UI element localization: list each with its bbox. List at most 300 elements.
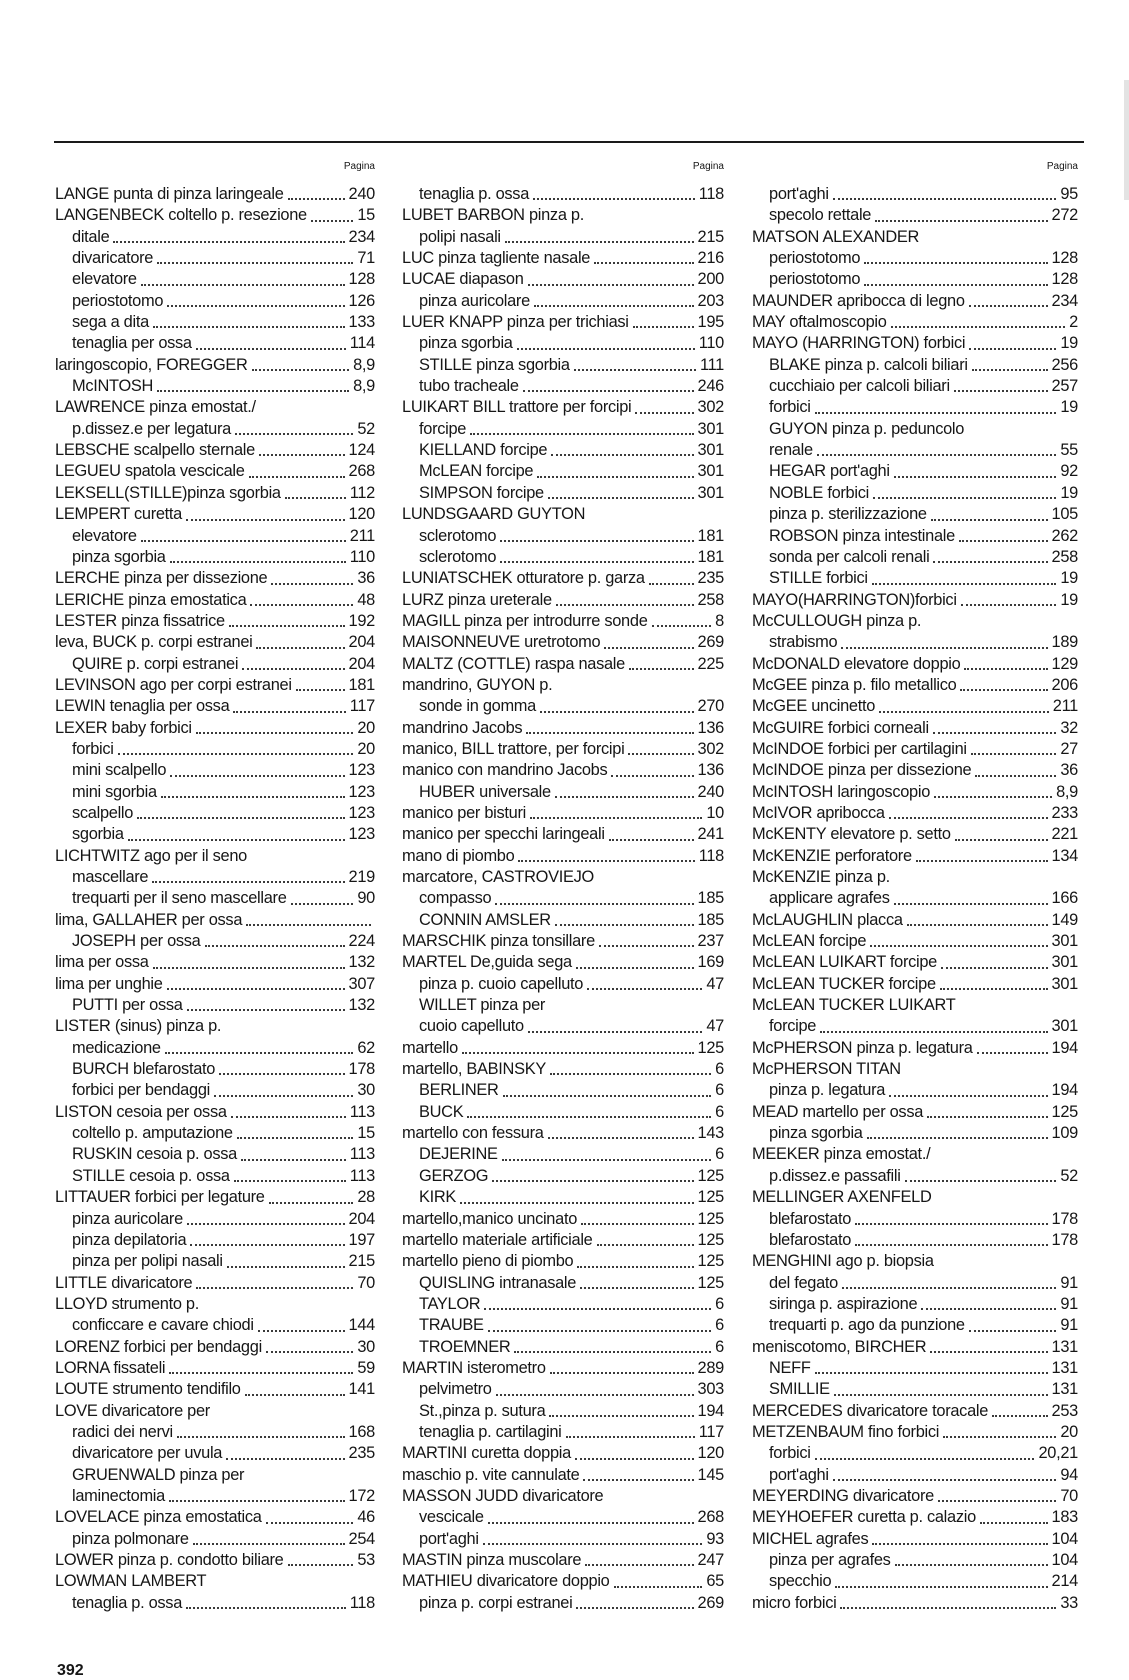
- index-entry: [55, 483, 375, 504]
- entry-term: McGUIRE forbici corneali: [752, 718, 929, 737]
- dot-leader: [580, 1273, 693, 1294]
- dot-leader: [484, 1294, 711, 1315]
- entry-page: 185: [697, 889, 724, 908]
- index-entry: [402, 205, 724, 226]
- dot-leader: [555, 910, 694, 931]
- top-rule: [54, 141, 1084, 143]
- index-entry: [752, 718, 1078, 739]
- dot-leader: [867, 1123, 1048, 1144]
- dot-leader: [835, 1571, 1047, 1592]
- entry-page: 254: [348, 1529, 375, 1548]
- entry-page: 6: [715, 1337, 724, 1356]
- index-entry: [752, 1230, 1078, 1251]
- entry-term: KIELLAND forcipe: [419, 441, 548, 460]
- entry-term: McDONALD elevatore doppio: [752, 654, 961, 673]
- entry-page: 6: [715, 1145, 724, 1164]
- index-entry: [55, 1358, 375, 1379]
- entry-page: 90: [357, 889, 375, 908]
- entry-page: 128: [1051, 249, 1078, 268]
- entry-page: 216: [697, 249, 724, 268]
- dot-leader: [157, 376, 349, 397]
- index-entry: [55, 867, 375, 888]
- index-entry: [55, 1550, 375, 1571]
- dot-leader: [842, 1273, 1056, 1294]
- entry-page: 183: [1051, 1508, 1078, 1527]
- dot-leader: [594, 248, 693, 269]
- entry-term: GRUENWALD pinza per: [72, 1465, 245, 1484]
- entry-page: 194: [697, 1401, 724, 1420]
- dot-leader: [587, 974, 702, 995]
- entry-term: QUIRE p. corpi estranei: [72, 654, 239, 673]
- entry-term: McLEAN forcipe: [752, 932, 867, 951]
- index-entry: [402, 1443, 724, 1464]
- entry-term: LEKSELL(STILLE)pinza sgorbia: [55, 483, 281, 502]
- entry-term: ROBSON pinza intestinale: [769, 526, 955, 545]
- dot-leader: [870, 931, 1047, 952]
- index-entry: [752, 1144, 1078, 1165]
- entry-page: 125: [697, 1038, 724, 1057]
- entry-page: 71: [357, 249, 375, 268]
- index-entry: [402, 1571, 724, 1592]
- dot-leader: [628, 739, 693, 760]
- dot-leader: [214, 1080, 353, 1101]
- dot-leader: [495, 888, 693, 909]
- entry-term: meniscotomo, BIRCHER: [752, 1337, 927, 1356]
- index-entry: [752, 1422, 1078, 1443]
- dot-leader: [577, 1251, 693, 1272]
- dot-leader: [550, 1059, 711, 1080]
- index-entry: [402, 1379, 724, 1400]
- index-entry: [752, 184, 1078, 205]
- index-entry: [402, 846, 724, 867]
- index-entry: [752, 205, 1078, 226]
- dot-leader: [285, 483, 346, 504]
- entry-page: 118: [698, 185, 724, 203]
- entry-page: 253: [1051, 1401, 1078, 1420]
- index-entry: [402, 483, 724, 504]
- entry-page: 15: [357, 1124, 375, 1143]
- entry-term: McPHERSON TITAN: [752, 1060, 901, 1079]
- entry-page: 123: [348, 825, 375, 844]
- index-entry: [402, 590, 724, 611]
- index-entry: [752, 1166, 1078, 1187]
- entry-term: McCULLOUGH pinza p.: [752, 611, 922, 630]
- entry-page: 19: [1060, 590, 1078, 609]
- entry-page: 109: [1051, 1124, 1078, 1143]
- index-entry: [402, 931, 724, 952]
- index-entry: [55, 1443, 375, 1464]
- index-entry: [55, 1230, 375, 1251]
- dot-leader: [895, 1550, 1048, 1571]
- index-entry: [752, 1315, 1078, 1336]
- index-entry: [752, 1187, 1078, 1208]
- dot-leader: [585, 1550, 693, 1571]
- index-entry: [402, 1080, 724, 1101]
- entry-page: 120: [348, 505, 375, 524]
- index-entry: [55, 675, 375, 696]
- index-entry: [55, 974, 375, 995]
- entry-term: applicare agrafes: [769, 889, 890, 908]
- entry-term: MENGHINI ago p. biopsia: [752, 1252, 934, 1271]
- entry-page: 269: [697, 633, 724, 652]
- index-entry: [55, 1486, 375, 1507]
- index-entry: [402, 675, 724, 696]
- entry-page: 197: [348, 1230, 375, 1249]
- index-entry: [55, 1379, 375, 1400]
- dot-leader: [959, 526, 1048, 547]
- index-entry: [55, 1337, 375, 1358]
- entry-term: McLEAN TUCKER forcipe: [752, 974, 936, 993]
- dot-leader: [196, 718, 354, 739]
- entry-page: 215: [348, 1252, 375, 1271]
- index-entry: [55, 1059, 375, 1080]
- index-entry: [402, 312, 724, 333]
- dot-leader: [833, 1465, 1057, 1486]
- dot-leader: [581, 1209, 694, 1230]
- index-entry: [752, 526, 1078, 547]
- entry-term: LEWIN tenaglia per ossa: [55, 697, 230, 716]
- dot-leader: [523, 376, 694, 397]
- dot-leader: [934, 782, 1052, 803]
- dot-leader: [128, 824, 345, 845]
- dot-leader: [840, 1593, 1056, 1614]
- dot-leader: [256, 632, 344, 653]
- entry-term: LICHTWITZ ago per il seno: [55, 846, 247, 865]
- index-entry: [402, 1550, 724, 1571]
- entry-page: 6: [715, 1081, 724, 1100]
- index-entry: [55, 1529, 375, 1550]
- dot-leader: [555, 782, 694, 803]
- entry-term: leva, BUCK p. corpi estranei: [55, 633, 253, 652]
- entry-page: 168: [348, 1422, 375, 1441]
- entry-term: SMILLIE: [769, 1380, 830, 1399]
- entry-page: 214: [1051, 1572, 1078, 1591]
- dot-leader: [488, 1315, 711, 1336]
- index-entry: [752, 376, 1078, 397]
- dot-leader: [855, 1209, 1047, 1230]
- entry-page: 52: [1060, 1166, 1078, 1185]
- index-entry: [752, 995, 1078, 1016]
- dot-leader: [226, 1443, 344, 1464]
- entry-page: 33: [1060, 1593, 1078, 1612]
- entry-term: LOVE divaricatore per: [55, 1401, 210, 1420]
- index-entry: [752, 846, 1078, 867]
- entry-page: 6: [715, 1316, 724, 1335]
- entry-page: 235: [348, 1444, 375, 1463]
- entry-term: PUTTI per ossa: [72, 996, 183, 1015]
- entry-term: RUSKIN cesoia p. ossa: [72, 1145, 237, 1164]
- dot-leader: [528, 1016, 703, 1037]
- entry-page: 136: [697, 761, 724, 780]
- entry-term: forcipe: [769, 1017, 817, 1036]
- dot-leader: [118, 739, 354, 760]
- dot-leader: [955, 824, 1048, 845]
- entry-page: 125: [697, 1166, 724, 1185]
- dot-leader: [533, 184, 695, 205]
- entry-term: forcipe: [419, 419, 467, 438]
- entry-page: 110: [349, 547, 375, 566]
- entry-term: tubo tracheale: [419, 377, 519, 396]
- entry-page: 114: [349, 334, 375, 353]
- entry-term: LERICHE pinza emostatica: [55, 590, 247, 609]
- dot-leader: [266, 1337, 353, 1358]
- index-entry: [402, 397, 724, 418]
- entry-term: cuoio capelluto: [419, 1017, 524, 1036]
- entry-term: blefarostato: [769, 1209, 852, 1228]
- dot-leader: [652, 611, 712, 632]
- entry-page: 59: [357, 1358, 375, 1377]
- index-entry: [402, 974, 724, 995]
- index-entry: [55, 782, 375, 803]
- dot-leader: [575, 1443, 694, 1464]
- dot-leader: [271, 568, 353, 589]
- entry-term: micro forbici: [752, 1593, 837, 1612]
- entry-term: McINTOSH: [72, 377, 154, 396]
- index-entry: [55, 184, 375, 205]
- dot-leader: [496, 1379, 694, 1400]
- index-entry: [402, 1507, 724, 1528]
- entry-term: marcatore, CASTROVIEJO: [402, 868, 594, 886]
- entry-page: 125: [697, 1230, 724, 1249]
- index-entry: [752, 419, 1078, 440]
- dot-leader: [649, 568, 694, 589]
- index-entry: [55, 1315, 375, 1336]
- entry-page: 234: [348, 227, 375, 246]
- entry-term: MAISONNEUVE uretrotomo: [402, 633, 601, 652]
- index-entry: [752, 355, 1078, 376]
- index-entry: [752, 1059, 1078, 1080]
- index-entry: [752, 611, 1078, 632]
- entry-page: 91: [1060, 1316, 1078, 1335]
- index-entry: [752, 248, 1078, 269]
- dot-leader: [169, 1358, 353, 1379]
- index-entry: [752, 397, 1078, 418]
- entry-term: LISTER (sinus) pinza p.: [55, 1017, 222, 1036]
- index-entry: [752, 1486, 1078, 1507]
- entry-page: 144: [348, 1316, 375, 1335]
- dot-leader: [258, 1315, 345, 1336]
- dot-leader: [609, 824, 694, 845]
- entry-page: 194: [1051, 1038, 1078, 1057]
- dot-leader: [237, 1123, 354, 1144]
- entry-term: LEVINSON ago per corpi estranei: [55, 675, 292, 694]
- index-entry: [55, 824, 375, 845]
- entry-term: martello, BABINSKY: [402, 1060, 546, 1079]
- entry-term: polipi nasali: [419, 227, 501, 246]
- index-entry: [55, 376, 375, 397]
- entry-term: DEJERINE: [419, 1145, 498, 1164]
- entry-term: siringa p. aspirazione: [769, 1294, 918, 1313]
- index-entry: [752, 696, 1078, 717]
- entry-term: MAYO(HARRINGTON)forbici: [752, 590, 957, 609]
- entry-page: 20,21: [1038, 1444, 1078, 1463]
- entry-term: LEMPERT curetta: [55, 505, 182, 524]
- entry-term: manico con mandrino Jacobs: [402, 761, 608, 780]
- entry-page: 113: [349, 1102, 375, 1121]
- entry-page: 62: [357, 1038, 375, 1057]
- entry-term: lima per ossa: [55, 953, 149, 972]
- entry-page: 94: [1060, 1465, 1078, 1484]
- entry-page: 224: [348, 932, 375, 951]
- entry-page: 211: [1052, 697, 1078, 716]
- entry-page: 134: [1051, 846, 1078, 865]
- index-entry: [402, 718, 724, 739]
- entry-page: 6: [715, 1294, 724, 1313]
- entry-page: 46: [357, 1508, 375, 1527]
- index-entry: [55, 248, 375, 269]
- entry-term: LOWMAN LAMBERT: [55, 1572, 207, 1591]
- index-entry: [752, 803, 1078, 824]
- index-entry: [752, 654, 1078, 675]
- entry-term: MERCEDES divaricatore toracale: [752, 1401, 989, 1420]
- entry-page: 125: [697, 1252, 724, 1271]
- entry-term: LANGE punta di pinza laringeale: [55, 185, 284, 203]
- entry-page: 268: [697, 1508, 724, 1527]
- entry-term: pinza auricolare: [72, 1209, 183, 1228]
- entry-page: 246: [697, 377, 724, 396]
- index-entry: [752, 974, 1078, 995]
- entry-term: pinza sgorbia: [72, 547, 166, 566]
- entry-term: LUER KNAPP pinza per trichiasi: [402, 313, 629, 332]
- index-entry: [402, 333, 724, 354]
- entry-term: LESTER pinza fissatrice: [55, 611, 225, 630]
- entry-term: MARTEL De,guida sega: [402, 953, 572, 972]
- entry-term: KIRK: [419, 1188, 457, 1207]
- index-column-3: [752, 160, 1078, 1614]
- index-entry: [402, 419, 724, 440]
- dot-leader: [927, 1102, 1048, 1123]
- dot-leader: [229, 611, 345, 632]
- index-entry: [55, 504, 375, 525]
- entry-page: 234: [1051, 291, 1078, 310]
- entry-page: 19: [1060, 398, 1078, 417]
- index-entry: [752, 1209, 1078, 1230]
- dot-leader: [933, 718, 1057, 739]
- dot-leader: [611, 760, 693, 781]
- entry-term: mandrino, GUYON p.: [402, 675, 553, 694]
- entry-term: martello materiale artificiale: [402, 1230, 593, 1249]
- index-entry: [55, 931, 375, 952]
- index-entry: [752, 227, 1078, 248]
- index-entry: [55, 1187, 375, 1208]
- entry-term: MASTIN pinza muscolare: [402, 1551, 582, 1569]
- entry-term: JOSEPH per ossa: [72, 932, 201, 951]
- dot-leader: [971, 739, 1057, 760]
- entry-term: pinza p. corpi estranei: [419, 1593, 573, 1612]
- entry-term: McLEAN LUIKART forcipe: [752, 953, 937, 972]
- index-entry: [55, 654, 375, 675]
- entry-page: 219: [348, 868, 375, 886]
- entry-page: 91: [1060, 1273, 1078, 1292]
- dot-leader: [972, 355, 1048, 376]
- index-entry: [752, 461, 1078, 482]
- entry-page: 194: [1051, 1081, 1078, 1100]
- entry-page: 289: [697, 1358, 724, 1377]
- entry-term: sgorbia: [72, 825, 124, 844]
- entry-page: 123: [348, 782, 375, 801]
- dot-leader: [518, 846, 694, 867]
- entry-page: 143: [697, 1124, 724, 1143]
- entry-term: McKENZIE pinza p.: [752, 868, 890, 886]
- entry-page: 131: [1051, 1337, 1078, 1356]
- entry-term: lima per unghie: [55, 974, 163, 993]
- entry-page: 125: [697, 1273, 724, 1292]
- index-entry: [55, 1102, 375, 1123]
- entry-page: 36: [357, 569, 375, 588]
- index-entry: [402, 952, 724, 973]
- entry-page: 178: [1051, 1230, 1078, 1249]
- entry-page: 178: [348, 1060, 375, 1079]
- entry-page: 301: [1051, 953, 1078, 972]
- entry-term: STILLE forbici: [769, 569, 868, 588]
- entry-term: MAY oftalmoscopio: [752, 313, 887, 332]
- dot-leader: [167, 974, 345, 995]
- entry-page: 166: [1051, 889, 1078, 908]
- dot-leader: [190, 1230, 344, 1251]
- index-entry: [55, 1422, 375, 1443]
- dot-leader: [548, 483, 694, 504]
- entry-term: pinza sgorbia: [419, 334, 513, 353]
- entry-term: renale: [769, 441, 813, 460]
- index-entry: [55, 1593, 375, 1614]
- dot-leader: [872, 1529, 1047, 1550]
- dot-leader: [530, 803, 702, 824]
- dot-leader: [153, 952, 345, 973]
- index-entry: [55, 1166, 375, 1187]
- index-entry: [752, 1123, 1078, 1144]
- index-entry: [402, 547, 724, 568]
- entry-page: 110: [698, 334, 724, 353]
- entry-term: blefarostato: [769, 1230, 852, 1249]
- dot-leader: [462, 1038, 694, 1059]
- entry-page: 30: [357, 1337, 375, 1356]
- dot-leader: [227, 1251, 345, 1272]
- entry-term: specchio: [769, 1572, 832, 1591]
- dot-leader: [246, 910, 371, 931]
- dot-leader: [141, 269, 345, 290]
- entry-page: 301: [1051, 1017, 1078, 1036]
- entry-page: 112: [349, 483, 375, 502]
- entry-term: HEGAR port'aghi: [769, 462, 890, 481]
- entry-term: pinza per agrafes: [769, 1551, 891, 1569]
- dot-leader: [873, 483, 1056, 504]
- entry-term: sclerotomo: [419, 526, 497, 545]
- dot-leader: [528, 269, 694, 290]
- entry-term: BERLINER: [419, 1081, 499, 1100]
- entry-page: 195: [697, 313, 724, 332]
- dot-leader: [205, 931, 345, 952]
- dot-leader: [576, 1593, 693, 1614]
- dot-leader: [187, 995, 345, 1016]
- index-entry: [402, 739, 724, 760]
- dot-leader: [820, 1016, 1047, 1037]
- dot-leader: [604, 632, 693, 653]
- entry-page: 117: [349, 697, 375, 716]
- entry-term: elevatore: [72, 526, 137, 545]
- dot-leader: [960, 675, 1047, 696]
- dot-leader: [252, 355, 350, 376]
- entry-page: 8,9: [353, 377, 375, 396]
- entry-page: 235: [697, 569, 724, 588]
- index-entry: [55, 1465, 375, 1486]
- entry-term: HUBER universale: [419, 782, 551, 801]
- entry-term: pinza polmonare: [72, 1529, 189, 1548]
- entry-page: 302: [697, 398, 724, 417]
- entry-term: martello pieno di piombo: [402, 1252, 574, 1271]
- entry-term: McKENTY elevatore p. setto: [752, 825, 951, 844]
- entry-page: 128: [1051, 270, 1078, 289]
- entry-page: 48: [357, 590, 375, 609]
